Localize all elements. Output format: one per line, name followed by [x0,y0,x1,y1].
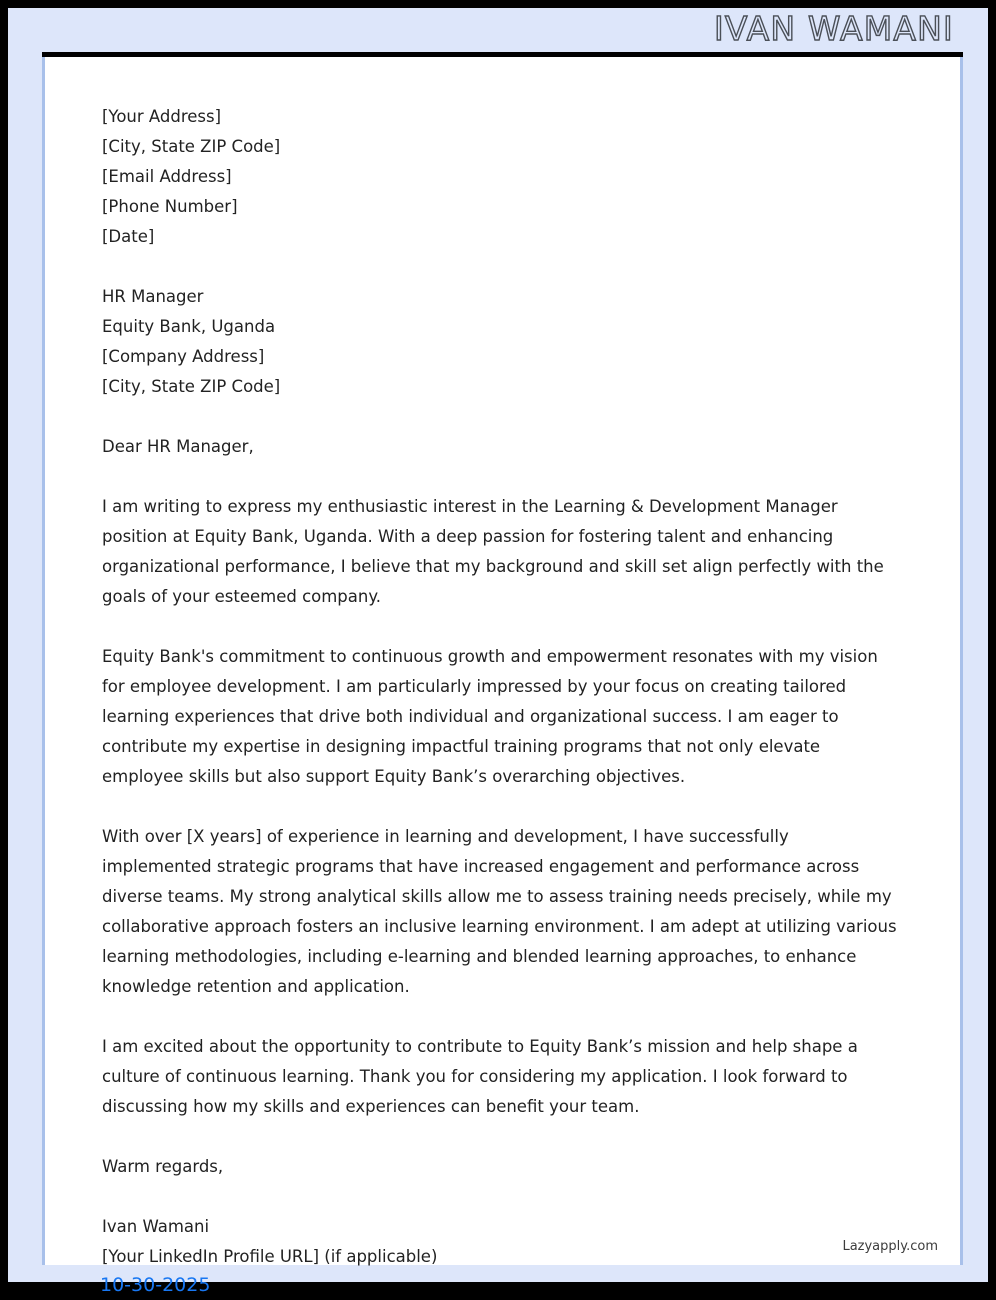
letter-paragraph: With over [X years] of experience in learning and development, I have successfully implemented strategic programs that have increased engagement and performance across diverse teams. My strong analytical skills allow me to assess training needs precisely, while my collaborative approach fosters an inclusive learning environment. I am adept at utilizing various learning methodologies, including e-learning and blended learning approaches, to enhance knowledge retention and application. [102,827,897,996]
letter-body [102,102,902,1272]
watermark: Lazyapply.com [842,1239,938,1254]
footer-date: 10-30-2025 [100,1274,211,1296]
sender-address-line: [Your Address] [102,107,222,126]
page-title: IVAN WAMANI [713,9,954,48]
signature-linkedin: [Your LinkedIn Profile URL] (if applicable) [102,1247,438,1266]
signature-name: Ivan Wamani [102,1217,210,1236]
document-canvas [8,8,988,1296]
sender-address-line: [City, State ZIP Code] [102,137,281,156]
recipient-address-block [102,282,902,402]
letter-paragraph: Equity Bank's commitment to continuous growth and empowerment resonates with my vision for employee development. I am particularly impressed by your focus on creating tailored learning experiences that drive both individual and organizational success. I am eager to contribute my expertise in designing impactful training programs that not only elevate employee skills but also support Equity Bank’s overarching objectives. [102,647,878,786]
sender-address-line: [Phone Number] [102,197,238,216]
recipient-address-line: [Company Address] [102,347,265,366]
letter-paragraph: I am writing to express my enthusiastic interest in the Learning & Development Manager position at Equity Bank, Uganda. With a deep passion for fostering talent and enhancing organizational performance, I believe that my background and skill set align perfectly with the goals of your esteemed company. [102,497,884,606]
recipient-address-line: [City, State ZIP Code] [102,377,281,396]
salutation: Dear HR Manager, [102,437,254,456]
letterhead-header [8,8,988,52]
letter-paragraph: I am excited about the opportunity to contribute to Equity Bank’s mission and help shape a culture of continuous learning. Thank you for considering my application. I look forward to discussing how my skills and experiences can benefit your team. [102,1037,858,1116]
recipient-address-line: Equity Bank, Uganda [102,317,276,336]
sender-address-line: [Date] [102,227,155,246]
sender-address-block [102,102,902,252]
sender-address-line: [Email Address] [102,167,232,186]
recipient-address-line: HR Manager [102,287,204,306]
signature-block [102,1212,902,1272]
closing-salutation: Warm regards, [102,1157,224,1176]
letter-page [42,57,963,1265]
